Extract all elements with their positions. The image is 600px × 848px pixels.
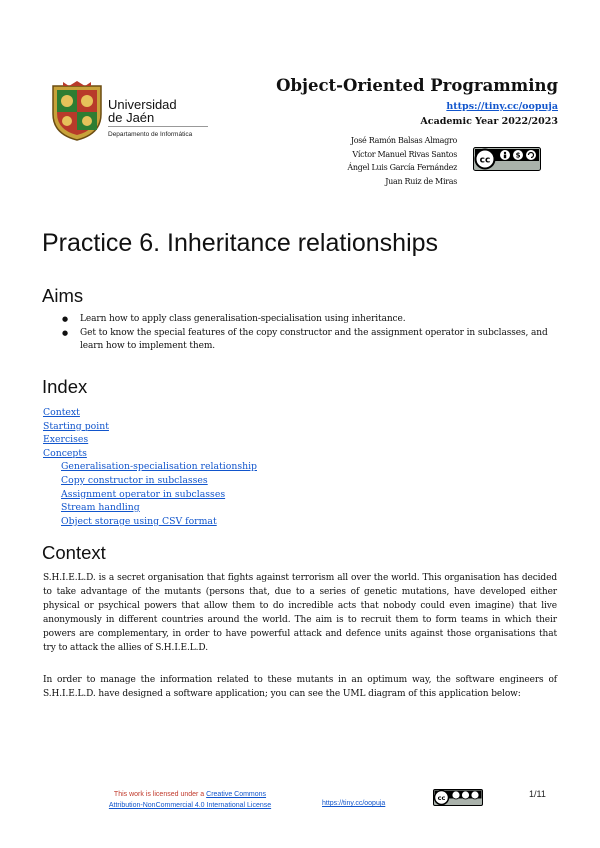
license-link-terms[interactable]: Attribution-NonCommercial 4.0 International License [108, 802, 272, 809]
bullet-icon: ● [62, 328, 69, 337]
license-prefix: This work is licensed under a [113, 791, 207, 798]
aim-text: Get to know the special features of the copy constructor and the assignment operator in subclasses, and learn how to implement them. [80, 327, 548, 351]
logo-divider [108, 126, 208, 127]
toc-sublink-csv-storage[interactable]: Object storage using CSV format [61, 515, 217, 527]
toc-link-concepts[interactable]: Concepts [43, 447, 87, 459]
toc-sublink-assignment-operator[interactable]: Assignment operator in subclasses [61, 488, 226, 500]
table-of-contents [43, 406, 257, 528]
course-url-link[interactable]: https://tiny.cc/oopuja [446, 101, 558, 112]
svg-text:cc: cc [479, 155, 491, 166]
toc-link-context[interactable]: Context [43, 407, 80, 418]
course-title: Object-Oriented Programming [276, 76, 558, 95]
svg-text:cc: cc [437, 794, 446, 802]
context-paragraph-2: In order to manage the information related to these mutants in an optimum way, the software engineers of S.H.I.E.L.D. have designed a software application; you can see the UML diagram of this application below: [43, 675, 557, 699]
toc-sublink-generalisation[interactable]: Generalisation-specialisation relationship [61, 461, 257, 473]
university-name [108, 98, 177, 124]
department-name: Departamento de Informática [108, 131, 193, 138]
bullet-icon: ● [62, 315, 69, 323]
cc-by-nc-sa-icon[interactable] [473, 147, 541, 171]
author: Juan Ruiz de Miras [385, 176, 457, 186]
author: Ángel Luis García Fernández [347, 163, 457, 172]
university-name-line2: de Jaén [108, 110, 155, 125]
page-title: Practice 6. Inheritance relationships [42, 229, 439, 257]
toc-link-starting-point[interactable]: Starting point [43, 420, 109, 432]
list-item [62, 327, 562, 353]
aims-heading: Aims [42, 285, 84, 306]
toc-link-exercises[interactable]: Exercises [43, 434, 89, 446]
license-notice [90, 789, 290, 811]
svg-text:$: $ [515, 151, 521, 160]
index-heading: Index [42, 376, 88, 397]
author-list [257, 134, 457, 188]
toc-sublink-copy-constructor[interactable]: Copy constructor in subclasses [61, 474, 208, 486]
list-item [62, 313, 562, 326]
aims-list [62, 313, 562, 353]
footer-url-link[interactable]: https://tiny.cc/oopuja [322, 800, 386, 807]
context-paragraph-1: S.H.I.E.L.D. is a secret organisation that fights against terrorism all over the world. This organisation has decided to take advantage of the mutants (persons that, due to a series of genetic mutations, have developed either physical or psychical powers that allow them to do incredible acts that nobody could even imagine) that live anonymously in different countries around the world. The aim is to recruit them to form teams in which their powers are complementary, in order to have powerful attack and defence units against those organisations that try to attack the allies of S.H.I.E.L.D. [43, 573, 557, 653]
page-number: 1/11 [529, 789, 546, 799]
university-name-line1: Universidad [108, 97, 177, 112]
aim-text: Learn how to apply class generalisation-specialisation using inheritance. [80, 314, 406, 324]
toc-sublink-stream-handling[interactable]: Stream handling [61, 502, 140, 514]
author: Víctor Manuel Rivas Santos [352, 149, 457, 159]
license-link-cc[interactable]: Creative Commons [206, 791, 267, 798]
footer-cc-icon[interactable] [433, 789, 483, 806]
academic-year: Academic Year 2022/2023 [420, 116, 558, 127]
author: José Ramón Balsas Almagro [350, 136, 457, 145]
context-heading: Context [42, 542, 106, 563]
university-shield-icon [49, 80, 105, 142]
